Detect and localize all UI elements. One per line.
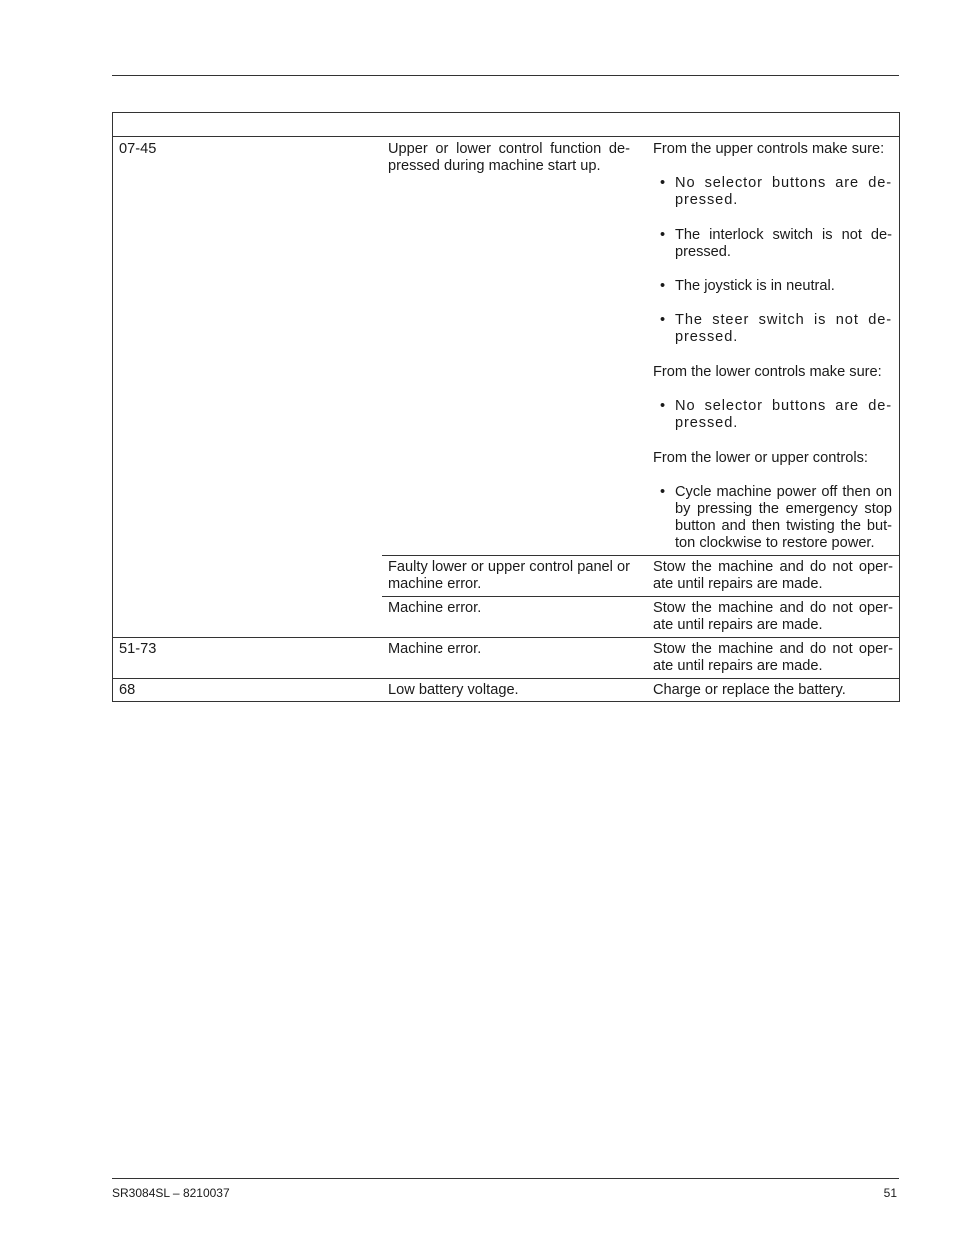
fault-code-table (112, 112, 900, 702)
footer-rule (112, 1178, 899, 1179)
fault-code-5173: 51-73 (119, 641, 157, 657)
remedy-upper-intro: From the upper controls make sure: (653, 141, 885, 157)
header-rule (112, 75, 899, 76)
remedy-lower-item: No selector buttons are de-pressed. (675, 398, 892, 431)
bullet: • (660, 175, 666, 191)
bullet: • (660, 278, 666, 294)
remedy-upper-item: No selector buttons are de-pressed. (675, 175, 892, 208)
fault-code-68: 68 (119, 682, 136, 698)
cause-0745-start-up: Upper or lower control function de-pressed during machine start up. (388, 141, 630, 174)
header-row-divider (112, 136, 900, 137)
cause-5173: Machine error. (388, 641, 482, 657)
remedy-upper-item: The joystick is in neutral. (675, 278, 835, 294)
subrow-divider (382, 596, 900, 597)
page-number: 51 (883, 1186, 897, 1200)
remedy-upper-item: The interlock switch is not de-pressed. (675, 227, 892, 260)
bullet: • (660, 227, 666, 243)
subrow-divider (382, 555, 900, 556)
cause-68: Low battery voltage. (388, 682, 519, 698)
remedy-5173: Stow the machine and do not oper-ate until repairs are made. (653, 641, 893, 674)
row-divider (112, 678, 900, 679)
remedy-lower-intro: From the lower controls make sure: (653, 364, 882, 380)
bullet: • (660, 312, 666, 328)
remedy-upper-item: The steer switch is not de-pressed. (675, 312, 892, 345)
remedy-68: Charge or replace the battery. (653, 682, 846, 698)
row-divider (112, 637, 900, 638)
remedy-0745-faulty-panel: Stow the machine and do not oper-ate until repairs are made. (653, 559, 893, 592)
bullet: • (660, 484, 666, 500)
document-id: SR3084SL – 8210037 (112, 1186, 230, 1200)
remedy-both-intro: From the lower or upper controls: (653, 450, 868, 466)
remedy-both-item: Cycle machine power off then on by pressing the emergency stop button and then twisting the but-ton clockwise to restore power. (675, 484, 892, 551)
bullet: • (660, 398, 666, 414)
fault-code-0745: 07-45 (119, 141, 157, 157)
cause-0745-machine-error: Machine error. (388, 600, 482, 616)
cause-0745-faulty-panel: Faulty lower or upper control panel or machine error. (388, 559, 630, 592)
remedy-0745-machine-error: Stow the machine and do not oper-ate until repairs are made. (653, 600, 893, 633)
